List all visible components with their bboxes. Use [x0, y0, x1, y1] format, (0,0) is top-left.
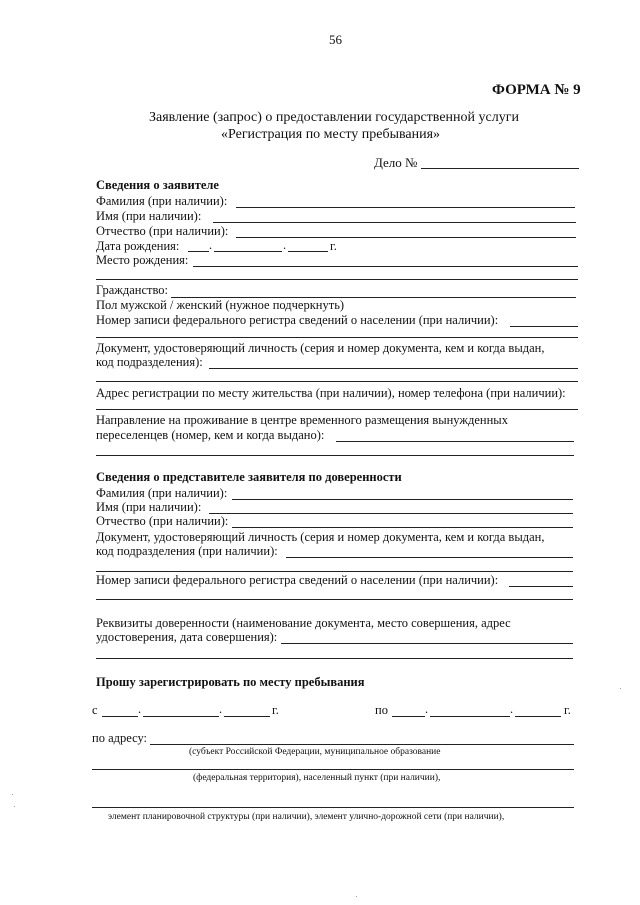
applicant-citizenship-label: Гражданство: [96, 283, 169, 297]
representative-name-label: Имя (при наличии): [96, 500, 202, 514]
applicant-surname-label: Фамилия (при наличии): [96, 194, 228, 208]
representative-register-field-2[interactable] [96, 599, 573, 600]
applicant-birth-date-label: Дата рождения: [96, 239, 180, 253]
form-title-line1: Заявление (запрос) о предоставлении государственной услуги [149, 110, 519, 125]
date-dot: . [510, 702, 514, 716]
power-of-attorney-field[interactable] [281, 643, 573, 644]
power-of-attorney-label-2: удостоверения, дата совершения): [96, 630, 278, 644]
applicant-surname-field[interactable] [236, 207, 575, 208]
applicant-gender-label: Пол мужской / женский (нужное подчеркнуть) [96, 298, 345, 312]
case-number-label: Дело № [374, 155, 418, 170]
from-month-field[interactable] [143, 716, 219, 717]
from-year-field[interactable] [224, 716, 270, 717]
applicant-referral-field-2[interactable] [96, 455, 574, 456]
scan-speck [356, 896, 357, 897]
date-dot: . [209, 238, 213, 252]
applicant-identity-doc-field[interactable] [209, 368, 578, 369]
address-hint-3: элемент планировочной структуры (при наличии), элемент улично-дорожной сети (при наличии), [108, 812, 505, 822]
scan-speck [12, 794, 13, 795]
applicant-name-field[interactable] [213, 222, 576, 223]
representative-surname-label: Фамилия (при наличии): [96, 486, 228, 500]
birth-month-field[interactable] [214, 251, 282, 252]
representative-patronymic-field[interactable] [232, 527, 573, 528]
scan-speck [620, 688, 621, 689]
applicant-birth-place-label: Место рождения: [96, 253, 189, 267]
representative-identity-doc-label-2: код подразделения (при наличии): [96, 544, 278, 558]
representative-identity-doc-field[interactable] [286, 557, 573, 558]
address-hint-1: (субъект Российской Федерации, муниципальное образование [189, 747, 441, 757]
representative-identity-doc-label-1: Документ, удостоверяющий личность (серия и номер документа, кем и когда выдан, [96, 530, 545, 544]
date-dot: . [283, 238, 287, 252]
to-date-label: по [375, 703, 388, 717]
scan-speck [14, 806, 15, 807]
applicant-identity-doc-label-1: Документ, удостоверяющий личность (серия и номер документа, кем и когда выдан, [96, 341, 545, 355]
applicant-referral-label-1: Направление на проживание в центре временного размещения вынужденных [96, 413, 508, 427]
representative-name-field[interactable] [209, 513, 573, 514]
representative-patronymic-label: Отчество (при наличии): [96, 514, 229, 528]
representative-identity-doc-field-2[interactable] [96, 571, 573, 572]
date-dot: . [219, 702, 223, 716]
from-date-label: с [92, 703, 98, 717]
power-of-attorney-field-2[interactable] [96, 658, 573, 659]
representative-register-field[interactable] [509, 586, 573, 587]
address-field-2[interactable] [92, 769, 574, 770]
to-year-suffix: г. [564, 703, 571, 717]
applicant-identity-doc-field-2[interactable] [96, 381, 578, 382]
address-field-1[interactable] [150, 744, 574, 745]
power-of-attorney-label-1: Реквизиты доверенности (наименование документа, место совершения, адрес [96, 616, 511, 630]
representative-register-label: Номер записи федерального регистра сведений о населении (при наличии): [96, 573, 499, 587]
applicant-register-field-2[interactable] [96, 337, 578, 338]
applicant-birth-place-field-2[interactable] [96, 279, 578, 280]
applicant-birth-place-field[interactable] [193, 266, 578, 267]
birth-day-field[interactable] [188, 251, 209, 252]
address-field-3[interactable] [92, 807, 574, 808]
applicant-heading: Сведения о заявителе [96, 178, 219, 192]
registration-heading: Прошу зарегистрировать по месту пребывания [96, 675, 365, 689]
to-month-field[interactable] [430, 716, 510, 717]
applicant-referral-label-2: переселенцев (номер, кем и когда выдано): [96, 428, 325, 442]
to-year-field[interactable] [515, 716, 561, 717]
date-dot: . [425, 702, 429, 716]
form-title-line2: «Регистрация по месту пребывания» [221, 127, 441, 142]
applicant-referral-field[interactable] [336, 441, 574, 442]
applicant-name-label: Имя (при наличии): [96, 209, 202, 223]
applicant-register-label: Номер записи федерального регистра сведений о населении (при наличии): [96, 313, 499, 327]
to-day-field[interactable] [392, 716, 425, 717]
applicant-register-field[interactable] [510, 326, 578, 327]
applicant-address-label: Адрес регистрации по месту жительства (при наличии), номер телефона (при наличии): [96, 386, 566, 400]
from-day-field[interactable] [102, 716, 138, 717]
address-hint-2: (федеральная территория), населенный пункт (при наличии), [193, 773, 441, 783]
applicant-patronymic-field[interactable] [236, 237, 576, 238]
applicant-patronymic-label: Отчество (при наличии): [96, 224, 229, 238]
applicant-identity-doc-label-2: код подразделения): [96, 355, 203, 369]
address-label: по адресу: [92, 731, 148, 745]
form-label: ФОРМА № 9 [492, 82, 581, 98]
page-number: 56 [329, 32, 342, 47]
representative-heading: Сведения о представителе заявителя по доверенности [96, 470, 402, 484]
from-year-suffix: г. [272, 703, 279, 717]
birth-date-year-suffix: г. [330, 239, 337, 253]
case-number-field[interactable] [421, 168, 579, 169]
applicant-address-field[interactable] [96, 409, 578, 410]
birth-year-field[interactable] [288, 251, 328, 252]
representative-surname-field[interactable] [232, 499, 573, 500]
date-dot: . [138, 702, 142, 716]
